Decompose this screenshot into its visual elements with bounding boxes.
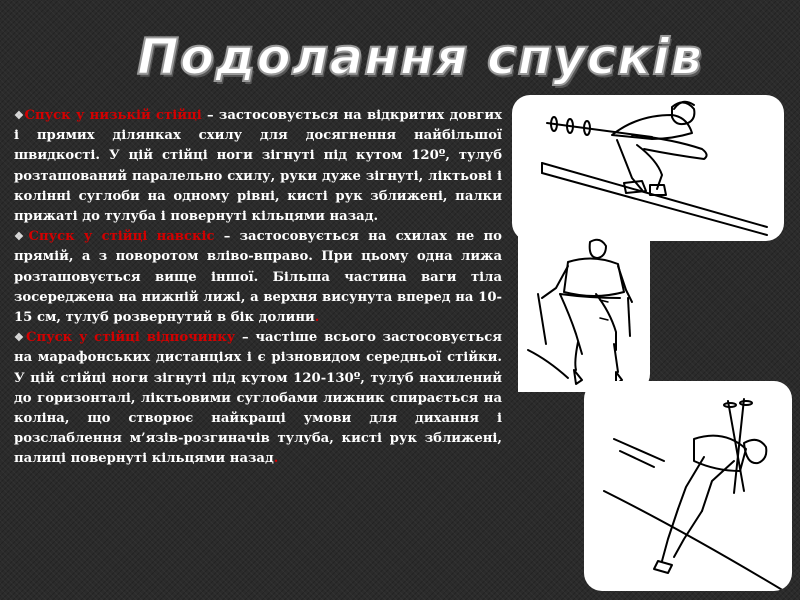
paragraph-low-stance bbox=[14, 106, 502, 227]
paragraph-tail: . bbox=[314, 310, 320, 326]
diagonal-stance-skier-icon bbox=[518, 232, 650, 392]
paragraph-tail: . bbox=[273, 451, 279, 467]
paragraph-text: – застосовується на схилах не по прямій, а з поворотом вліво-вправо. При цьому одна лижа розташовується вище іншої. Більша частина ваги тіла зосереджена на нижній лижі, а верхня висунута вперед на 10-15 см, тулуб розвернутий в бік долини bbox=[14, 229, 502, 326]
body-text bbox=[14, 106, 502, 470]
low-stance-skier-icon bbox=[512, 95, 784, 241]
paragraph-lead: Спуск у низькій стійці bbox=[24, 108, 202, 123]
paragraph-rest-stance bbox=[14, 328, 502, 469]
paragraph-lead: Спуск у стійці навскіс bbox=[28, 229, 215, 245]
paragraph-text: – частіше всього застосовується на марафонських дистанціях і є різновидом середньої стійки. У цій стійці ноги зігнуті під кутом 120-130º, тулуб нахилений до горизонталі, ліктьовими суглобами лижник спирається на коліна, що створює найкращі умови для дихання і розслаблення м’язів-розгиначів тулуба, кисті рук зближені, палиці повернуті кільцями назад bbox=[14, 330, 502, 467]
illustration-diagonal-stance bbox=[518, 232, 650, 392]
diamond-bullet-icon: ❖ bbox=[14, 230, 29, 244]
paragraph-text: – застосовується на відкритих довгих і прямих ділянках схилу для досягнення найбільшої швидкості. У цій стійці ноги зігнуті під кутом 120º, тулуб розташований паралельно схилу, руки дуже зігнуті, ліктьові і колінні суглоби на одному рівні, кисті рук зближені, палки прижаті до тулуба і повернуті кільцями назад. bbox=[14, 108, 502, 225]
rest-stance-skier-icon bbox=[584, 381, 792, 591]
diamond-bullet-icon: ❖ bbox=[14, 331, 27, 345]
illustration-low-stance bbox=[512, 95, 784, 241]
paragraph-lead: Спуск у стійці відпочинку bbox=[26, 330, 236, 346]
slide-title: Подолання спусків bbox=[136, 28, 704, 86]
illustration-rest-stance bbox=[584, 381, 792, 591]
paragraph-diagonal-stance bbox=[14, 227, 502, 328]
diamond-bullet-icon: ❖ bbox=[14, 109, 25, 122]
